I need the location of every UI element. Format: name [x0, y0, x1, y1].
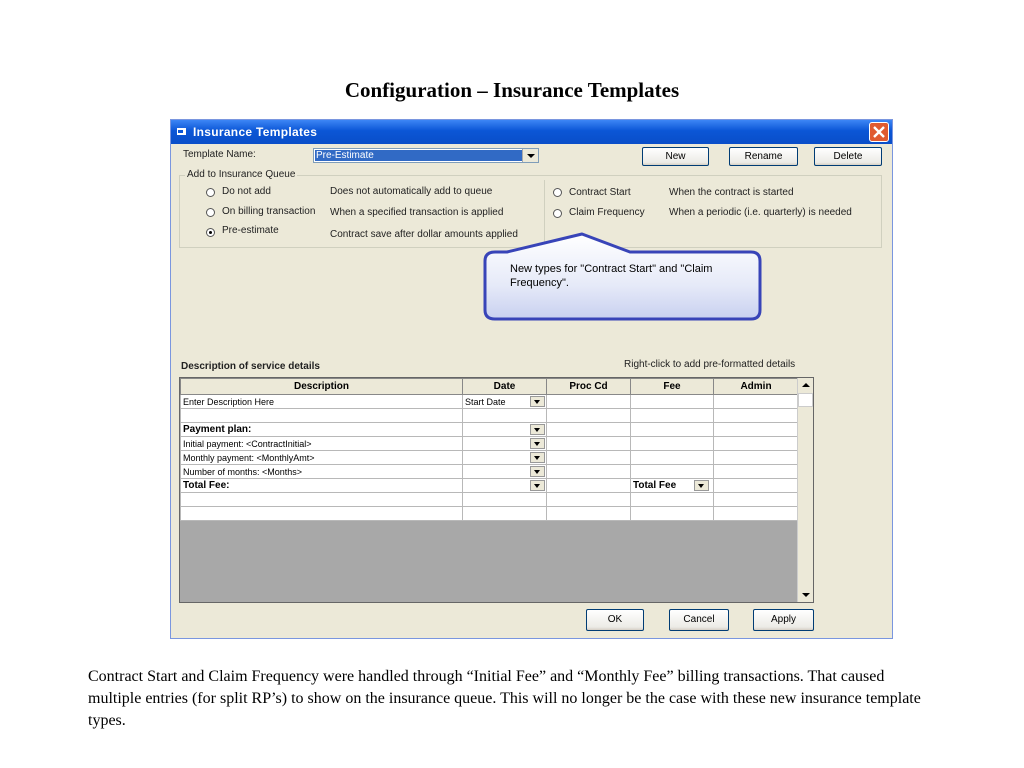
cell-proc-cd[interactable] [547, 409, 631, 423]
details-heading: Description of service details [181, 361, 320, 372]
cell-description[interactable]: Initial payment: <ContractInitial> [181, 437, 463, 451]
table-header-row [181, 379, 799, 395]
scroll-down-icon[interactable] [798, 587, 813, 602]
callout-text: New types for "Contract Start" and "Claim Frequency". [510, 263, 713, 289]
cell-fee[interactable] [631, 409, 714, 423]
cell-description[interactable]: Payment plan: [181, 423, 463, 437]
cell-date[interactable] [463, 395, 547, 409]
cell-fee[interactable] [631, 395, 714, 409]
scroll-up-icon[interactable] [798, 378, 813, 393]
cell-description[interactable] [181, 507, 463, 521]
chevron-down-icon[interactable] [530, 396, 545, 407]
cell-admin[interactable] [714, 395, 799, 409]
desc-on-billing-transaction: When a specified transaction is applied [330, 207, 504, 218]
table-row[interactable] [181, 423, 799, 437]
radio-label-contract-start[interactable]: Contract Start [569, 187, 631, 198]
desc-claim-frequency: When a periodic (i.e. quarterly) is needed [669, 207, 852, 218]
window-title: Insurance Templates [193, 125, 318, 139]
radio-label-claim-frequency[interactable]: Claim Frequency [569, 207, 645, 218]
chevron-down-icon[interactable] [530, 466, 545, 477]
cell-description[interactable] [181, 409, 463, 423]
cell-description[interactable]: Number of months: <Months> [181, 465, 463, 479]
desc-do-not-add: Does not automatically add to queue [330, 186, 493, 197]
cell-proc-cd[interactable] [547, 423, 631, 437]
chevron-down-icon[interactable] [530, 438, 545, 449]
desc-pre-estimate: Contract save after dollar amounts applied [330, 229, 518, 240]
table-row[interactable] [181, 451, 799, 465]
details-table [180, 378, 799, 521]
cell-proc-cd[interactable] [547, 451, 631, 465]
table-row[interactable] [181, 465, 799, 479]
col-fee[interactable]: Fee [631, 379, 714, 395]
cell-date[interactable] [463, 507, 547, 521]
table-row[interactable] [181, 493, 799, 507]
cell-date[interactable] [463, 493, 547, 507]
cell-date[interactable] [463, 437, 547, 451]
template-name-value: Pre-Estimate [315, 150, 522, 161]
cell-proc-cd[interactable] [547, 507, 631, 521]
cell-admin[interactable] [714, 507, 799, 521]
slide-title: Configuration – Insurance Templates [344, 78, 680, 102]
cell-fee[interactable] [631, 507, 714, 521]
cell-description[interactable] [181, 493, 463, 507]
cell-description[interactable]: Enter Description Here [181, 395, 463, 409]
cell-admin[interactable] [714, 465, 799, 479]
scroll-thumb[interactable] [798, 393, 813, 407]
details-hint: Right-click to add pre-formatted details [624, 359, 796, 370]
details-grid[interactable] [179, 377, 814, 603]
cell-admin[interactable] [714, 423, 799, 437]
cell-fee[interactable] [631, 451, 714, 465]
cell-description[interactable]: Total Fee: [181, 479, 463, 493]
apply-button[interactable]: Apply [753, 609, 814, 631]
ok-button[interactable]: OK [586, 609, 644, 631]
table-row[interactable] [181, 507, 799, 521]
insurance-templates-window [170, 119, 893, 639]
cell-date-value: Start Date [465, 396, 506, 407]
cell-admin[interactable] [714, 451, 799, 465]
new-button[interactable]: New [642, 147, 709, 166]
cell-proc-cd[interactable] [547, 479, 631, 493]
cell-fee[interactable] [631, 493, 714, 507]
chevron-down-icon[interactable] [694, 480, 709, 491]
desc-contract-start: When the contract is started [669, 187, 794, 198]
radio-label-pre-estimate[interactable]: Pre-estimate [222, 225, 279, 236]
col-description[interactable]: Description [181, 379, 463, 395]
cell-description[interactable]: Monthly payment: <MonthlyAmt> [181, 451, 463, 465]
queue-group-legend: Add to Insurance Queue [187, 169, 296, 180]
radio-label-do-not-add[interactable]: Do not add [222, 186, 271, 197]
cell-date[interactable] [463, 479, 547, 493]
delete-button[interactable]: Delete [814, 147, 882, 166]
col-proc-cd[interactable]: Proc Cd [547, 379, 631, 395]
cell-date[interactable] [463, 451, 547, 465]
slide-caption: Contract Start and Claim Frequency were handled through “Initial Fee” and “Monthly Fee” billing transactions. That caused multiple entries (for split RP’s) to show on the insurance queue. This will no longer be the case with these new insurance template types. [88, 668, 921, 729]
col-date[interactable]: Date [463, 379, 547, 395]
cell-proc-cd[interactable] [547, 465, 631, 479]
cell-proc-cd[interactable] [547, 395, 631, 409]
rename-button[interactable]: Rename [729, 147, 798, 166]
cell-fee[interactable] [631, 423, 714, 437]
vertical-scrollbar[interactable] [797, 378, 813, 602]
cell-proc-cd[interactable] [547, 437, 631, 451]
col-admin[interactable]: Admin [714, 379, 799, 395]
cell-fee[interactable] [631, 465, 714, 479]
table-row[interactable] [181, 437, 799, 451]
cell-admin[interactable] [714, 437, 799, 451]
table-row[interactable] [181, 479, 799, 493]
cell-admin[interactable] [714, 493, 799, 507]
template-name-label: Template Name: [183, 149, 256, 160]
table-row[interactable] [181, 409, 799, 423]
table-row[interactable] [181, 395, 799, 409]
cell-admin[interactable] [714, 409, 799, 423]
cell-proc-cd[interactable] [547, 493, 631, 507]
callout-bubble [171, 120, 894, 340]
cell-admin[interactable] [714, 479, 799, 493]
cell-date[interactable] [463, 423, 547, 437]
chevron-down-icon[interactable] [530, 480, 545, 491]
cell-fee[interactable] [631, 437, 714, 451]
chevron-down-icon[interactable] [530, 452, 545, 463]
cell-fee[interactable] [631, 479, 714, 493]
chevron-down-icon[interactable] [530, 424, 545, 435]
cell-date[interactable] [463, 465, 547, 479]
radio-label-on-billing-transaction[interactable]: On billing transaction [222, 206, 316, 217]
cancel-button[interactable]: Cancel [669, 609, 729, 631]
cell-date[interactable] [463, 409, 547, 423]
cell-fee-value: Total Fee [633, 480, 677, 491]
